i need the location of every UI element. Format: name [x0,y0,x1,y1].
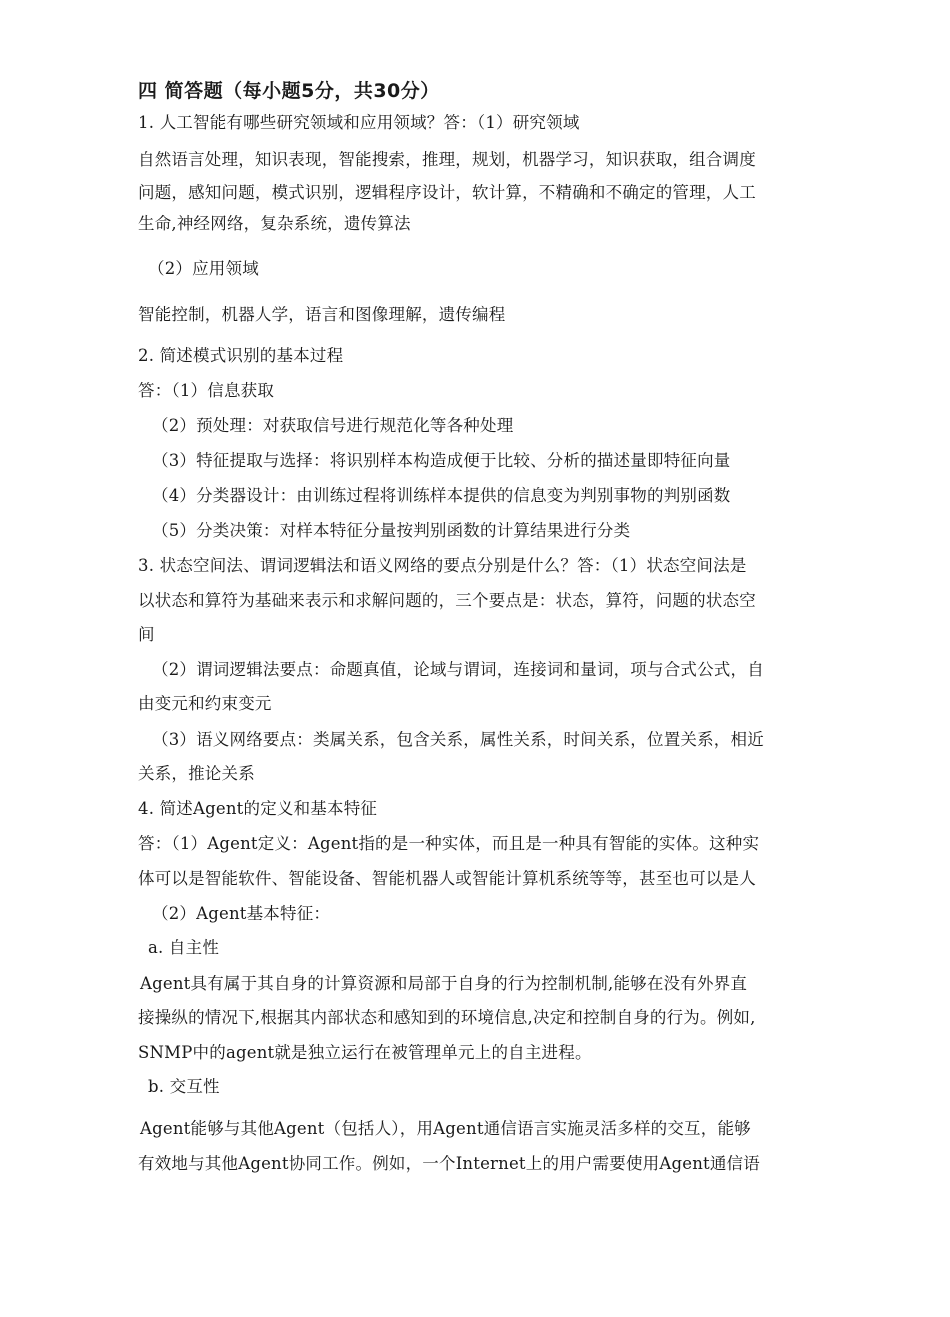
q4-feature-b-line-2: 有效地与其他Agent协同工作。例如，一个Internet上的用户需要使用Agent通信语 [138,1154,760,1173]
question-3-line-3: 间 [138,625,155,644]
q4-feature-a-line-1: Agent具有属于其自身的计算资源和局部于自身的行为控制机制,能够在没有外界直 [140,974,748,993]
q2-answer-line-4: （4）分类器设计：由训练过程将训练样本提供的信息变为判别事物的判别函数 [152,486,731,505]
question-3-line-1: 3. 状态空间法、谓词逻辑法和语义网络的要点分别是什么？答：（1）状态空间法是 [138,556,747,575]
q4-feature-a-line-2: 接操纵的情况下,根据其内部状态和感知到的环境信息,决定和控制自身的行为。例如, [138,1008,756,1027]
question-3-line-2: 以状态和算符为基础来表示和求解问题的，三个要点是：状态，算符，问题的状态空 [138,591,756,610]
q2-answer-line-5: （5）分类决策：对样本特征分量按判别函数的计算结果进行分类 [152,521,631,540]
question-1: 1. 人工智能有哪些研究领域和应用领域？答：（1）研究领域 [138,113,580,132]
question-3-line-7: 关系，推论关系 [138,764,255,783]
q4-feature-a-line-3: SNMP中的agent就是独立运行在被管理单元上的自主进程。 [138,1043,592,1062]
question-4: 4. 简述Agent的定义和基本特征 [138,799,378,818]
q1-research-line-2: 问题，感知问题，模式识别，逻辑程序设计，软计算，不精确和不确定的管理，人工 [138,183,756,202]
q1-research-line-1: 自然语言处理，知识表现，智能搜索，推理，规划，机器学习，知识获取，组合调度 [138,150,756,169]
q4-feature-b-label: b. 交互性 [148,1077,220,1096]
q2-answer-line-3: （3）特征提取与选择：将识别样本构造成便于比较、分析的描述量即特征向量 [152,451,731,470]
q2-answer-line-2: （2）预处理：对获取信号进行规范化等各种处理 [152,416,514,435]
q4-definition-line-1: 答：（1）Agent定义：Agent指的是一种实体，而且是一种具有智能的实体。这种实 [138,834,760,853]
q1-research-line-3: 生命,神经网络，复杂系统，遗传算法 [138,214,411,233]
q4-definition-line-2: 体可以是智能软件、智能设备、智能机器人或智能计算机系统等等，甚至也可以是人 [138,869,756,888]
question-3-line-5: 由变元和约束变元 [138,694,272,713]
question-3-line-6: （3）语义网络要点：类属关系，包含关系，属性关系，时间关系，位置关系，相近 [152,730,764,749]
question-2: 2. 简述模式识别的基本过程 [138,346,344,365]
q4-features-label: （2）Agent基本特征： [152,904,331,923]
q1-application-line: 智能控制，机器人学，语言和图像理解，遗传编程 [138,305,506,324]
q1-application-label: （2）应用领域 [148,259,259,278]
q2-answer-line-1: 答：（1）信息获取 [138,381,275,400]
question-3-line-4: （2）谓词逻辑法要点：命题真值，论域与谓词，连接词和量词，项与合式公式，自 [152,660,764,679]
q4-feature-a-label: a. 自主性 [148,938,220,957]
q4-feature-b-line-1: Agent能够与其他Agent（包括人），用Agent通信语言实施灵活多样的交互，能够 [140,1119,751,1138]
section-heading: 四 简答题（每小题5分，共30分） [138,80,440,102]
